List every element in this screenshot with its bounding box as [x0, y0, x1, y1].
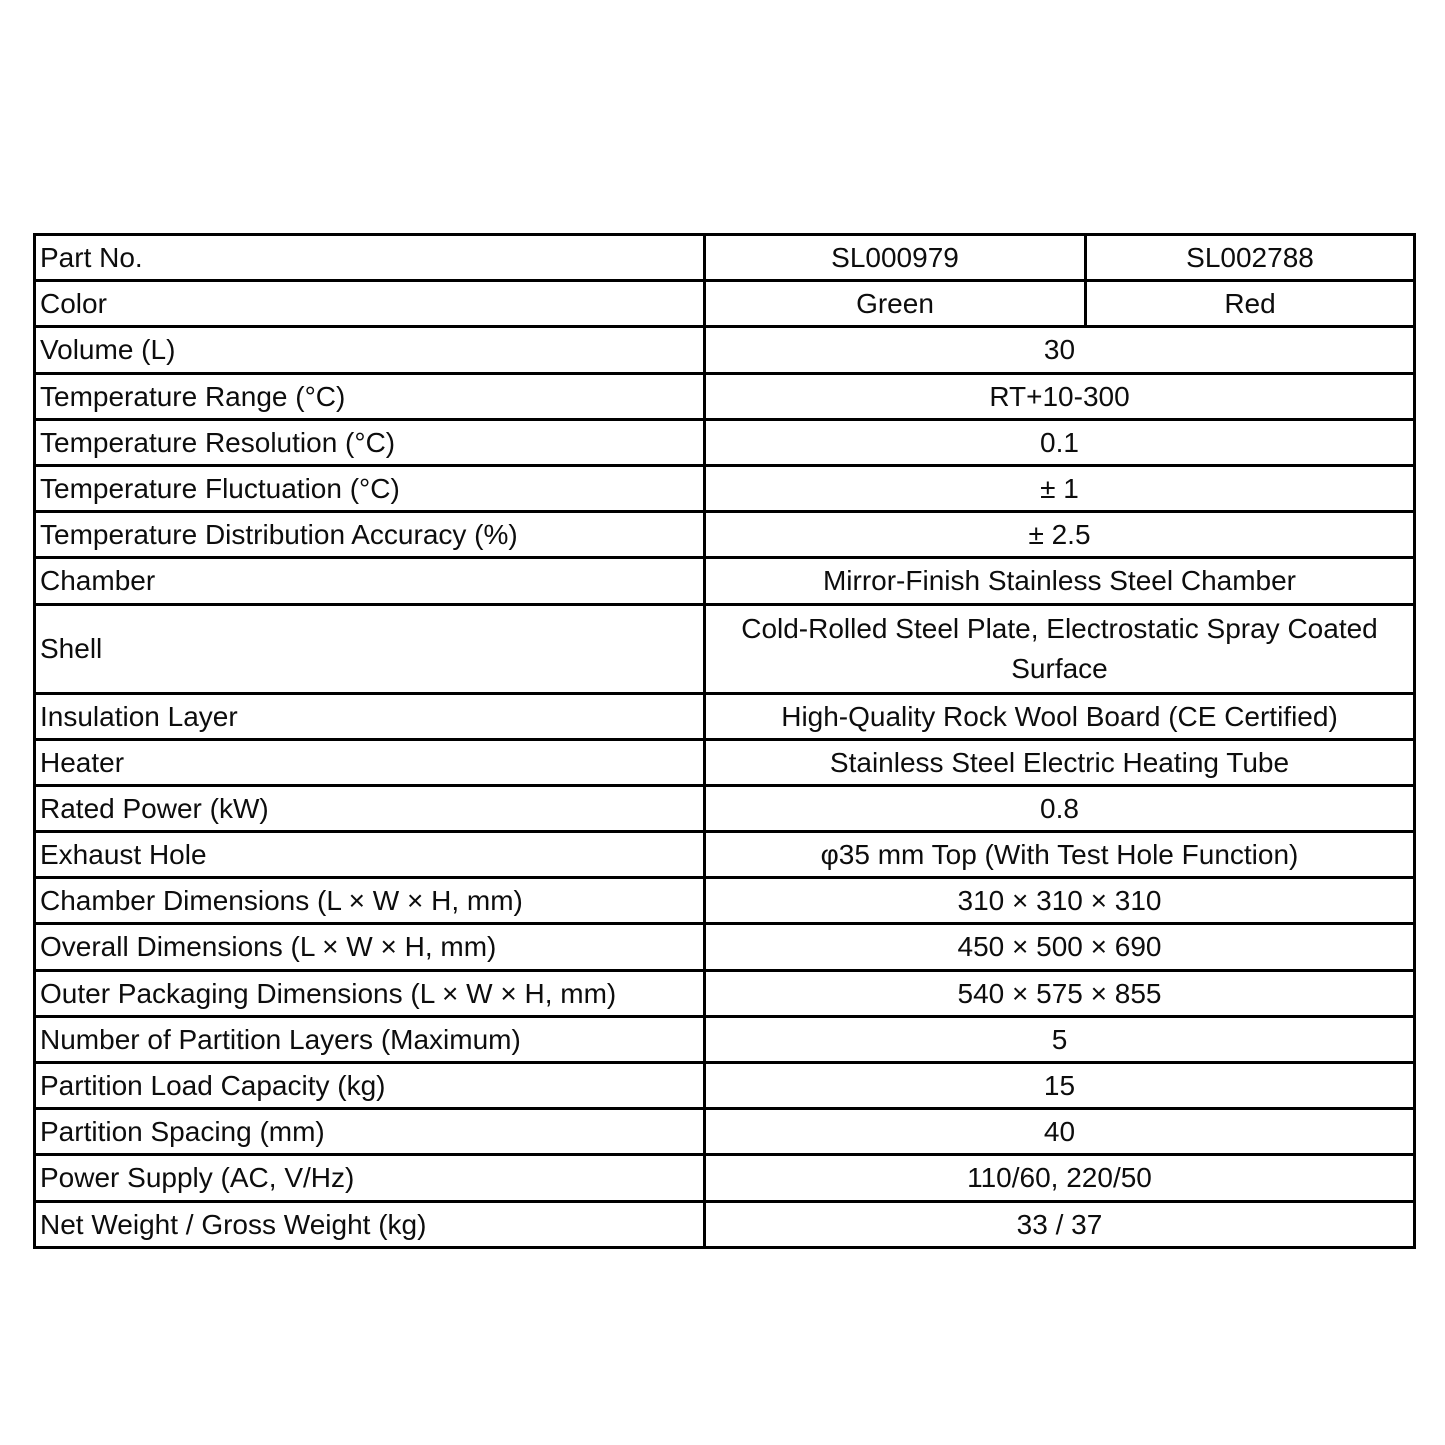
- table-row: [35, 327, 1415, 373]
- spec-value: φ35 mm Top (With Test Hole Function): [705, 832, 1415, 878]
- spec-value: RT+10-300: [705, 373, 1415, 419]
- spec-value: 310 × 310 × 310: [705, 878, 1415, 924]
- spec-label: Shell: [35, 604, 705, 693]
- table-row: [35, 281, 1415, 327]
- spec-value: Red: [1086, 281, 1415, 327]
- spec-label: Temperature Range (°C): [35, 373, 705, 419]
- table-row: [35, 970, 1415, 1016]
- spec-label: Power Supply (AC, V/Hz): [35, 1155, 705, 1201]
- spec-value: 33 / 37: [705, 1201, 1415, 1247]
- spec-label: Partition Load Capacity (kg): [35, 1063, 705, 1109]
- table-row: [35, 1201, 1415, 1247]
- table-row: [35, 832, 1415, 878]
- spec-table: [33, 233, 1416, 1249]
- table-row: [35, 1063, 1415, 1109]
- table-row: [35, 512, 1415, 558]
- spec-value: Mirror-Finish Stainless Steel Chamber: [705, 558, 1415, 604]
- table-row: [35, 1016, 1415, 1062]
- spec-label: Volume (L): [35, 327, 705, 373]
- spec-value: ± 2.5: [705, 512, 1415, 558]
- spec-value: 40: [705, 1109, 1415, 1155]
- table-row: [35, 878, 1415, 924]
- spec-label: Temperature Resolution (°C): [35, 419, 705, 465]
- spec-value: ± 1: [705, 465, 1415, 511]
- spec-value: 15: [705, 1063, 1415, 1109]
- spec-label: Rated Power (kW): [35, 785, 705, 831]
- spec-label: Temperature Fluctuation (°C): [35, 465, 705, 511]
- spec-value: 540 × 575 × 855: [705, 970, 1415, 1016]
- spec-value: SL002788: [1086, 235, 1415, 281]
- spec-value: 450 × 500 × 690: [705, 924, 1415, 970]
- table-row: [35, 604, 1415, 693]
- spec-value: SL000979: [705, 235, 1086, 281]
- spec-value: 0.1: [705, 419, 1415, 465]
- table-row: [35, 373, 1415, 419]
- table-row: [35, 924, 1415, 970]
- table-row: [35, 693, 1415, 739]
- spec-value: 110/60, 220/50: [705, 1155, 1415, 1201]
- spec-value: Cold-Rolled Steel Plate, Electrostatic Spray Coated Surface: [705, 604, 1415, 693]
- table-row: [35, 558, 1415, 604]
- spec-label: Overall Dimensions (L × W × H, mm): [35, 924, 705, 970]
- spec-label: Chamber: [35, 558, 705, 604]
- spec-value: Stainless Steel Electric Heating Tube: [705, 739, 1415, 785]
- table-row: [35, 785, 1415, 831]
- spec-table-body: [35, 235, 1415, 1248]
- spec-label: Color: [35, 281, 705, 327]
- spec-value: 30: [705, 327, 1415, 373]
- spec-value: Green: [705, 281, 1086, 327]
- spec-label: Net Weight / Gross Weight (kg): [35, 1201, 705, 1247]
- spec-label: Partition Spacing (mm): [35, 1109, 705, 1155]
- spec-label: Part No.: [35, 235, 705, 281]
- table-row: [35, 235, 1415, 281]
- spec-label: Heater: [35, 739, 705, 785]
- spec-value: 5: [705, 1016, 1415, 1062]
- table-row: [35, 1155, 1415, 1201]
- spec-label: Outer Packaging Dimensions (L × W × H, mm): [35, 970, 705, 1016]
- table-row: [35, 419, 1415, 465]
- spec-label: Number of Partition Layers (Maximum): [35, 1016, 705, 1062]
- table-row: [35, 739, 1415, 785]
- spec-label: Insulation Layer: [35, 693, 705, 739]
- spec-value: 0.8: [705, 785, 1415, 831]
- table-row: [35, 465, 1415, 511]
- table-row: [35, 1109, 1415, 1155]
- spec-label: Exhaust Hole: [35, 832, 705, 878]
- spec-value: High-Quality Rock Wool Board (CE Certified): [705, 693, 1415, 739]
- spec-label: Temperature Distribution Accuracy (%): [35, 512, 705, 558]
- spec-label: Chamber Dimensions (L × W × H, mm): [35, 878, 705, 924]
